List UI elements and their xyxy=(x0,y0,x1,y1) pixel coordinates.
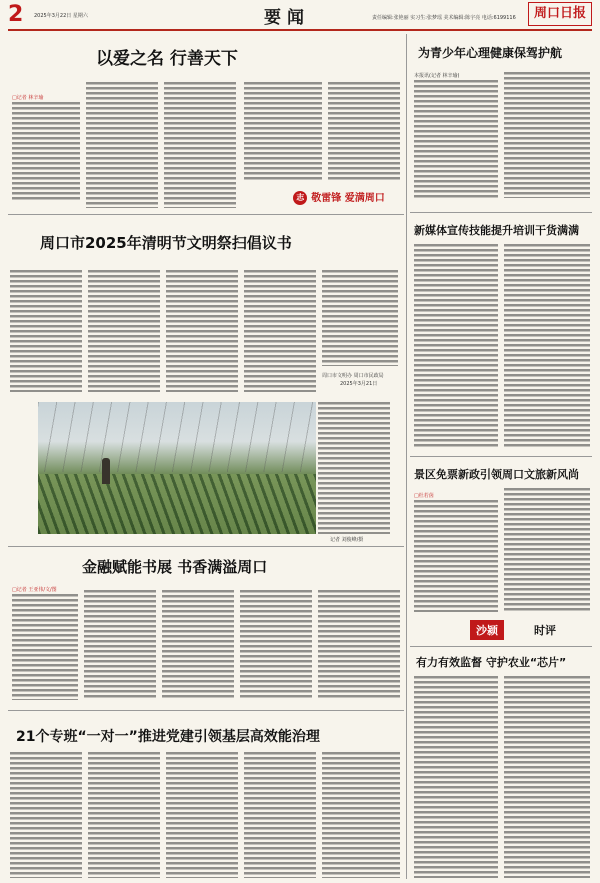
byline-youth: 本报讯(记者 林辛瑜) xyxy=(414,73,460,79)
text-love-col2 xyxy=(86,82,158,208)
text-qingming-col2 xyxy=(88,270,160,392)
text-love-col5 xyxy=(328,82,400,182)
text-love-col1 xyxy=(12,102,80,200)
text-scenic-col1 xyxy=(414,500,498,612)
byline-scenic: □杜若茵 xyxy=(414,493,434,499)
text-love-col4 xyxy=(244,82,322,182)
section-title: 要闻 xyxy=(264,8,310,28)
qingming-date: 2025年3月21日 xyxy=(340,381,378,387)
byline-books: □记者 王亚伟/文/图 xyxy=(12,587,57,593)
crop-rows xyxy=(38,474,316,534)
photo-caption xyxy=(318,402,390,534)
headline-scenic: 景区免票新政引领周口文旅新风尚 xyxy=(414,468,579,481)
qingming-signature: 周口市文明办 周口市民政局 xyxy=(322,373,384,379)
rule-media xyxy=(410,456,592,457)
text-experts-col1 xyxy=(10,752,82,878)
rule-youth xyxy=(410,212,592,213)
text-qingming-col1 xyxy=(10,270,82,392)
rule-love xyxy=(8,214,404,215)
text-media-col2 xyxy=(504,244,590,448)
text-experts-col5 xyxy=(322,752,400,878)
text-youth-col1 xyxy=(414,80,498,198)
text-media-col1 xyxy=(414,244,498,448)
byline-love: □记者 林辛瑜 xyxy=(12,95,44,101)
rule-commentary xyxy=(410,646,592,647)
newspaper-logo: 周口日报 xyxy=(528,2,592,26)
headline-media: 新媒体宣传技能提升培训干货满满 xyxy=(414,224,579,237)
rule-photo xyxy=(8,546,404,547)
text-books-col4 xyxy=(240,590,312,700)
text-books-col5 xyxy=(318,590,400,700)
text-scenic-col2 xyxy=(504,488,590,612)
text-commentary-col2 xyxy=(504,676,590,878)
masthead xyxy=(0,0,600,30)
greenhouse-frame xyxy=(38,402,316,472)
slogan-text: 敬雷锋 爱满周口 xyxy=(311,193,385,204)
text-books-col3 xyxy=(162,590,234,700)
commentary-tag: 沙颍 xyxy=(470,620,504,640)
volunteer-slogan xyxy=(246,190,432,208)
headline-experts: 21个专班“一对一”推进党建引领基层高效能治理 xyxy=(16,729,320,745)
page-number: 2 xyxy=(8,2,24,27)
farmer-figure xyxy=(102,458,110,484)
headline-qingming: 周口市2025年清明节文明祭扫倡议书 xyxy=(40,234,292,252)
volunteer-seal-icon: 志 xyxy=(293,191,307,205)
commentary-banner xyxy=(470,620,590,640)
headline-commentary: 有力有效监督 守护农业“芯片” xyxy=(416,656,567,669)
commentary-label: 时评 xyxy=(534,624,556,637)
text-experts-col3 xyxy=(166,752,238,878)
photo-credit: 记者 刘俊峰/摄 xyxy=(330,537,364,543)
text-youth-col2 xyxy=(504,72,590,198)
text-books-col1 xyxy=(12,594,78,700)
rule-books xyxy=(8,710,404,711)
text-qingming-col5 xyxy=(322,270,398,366)
text-commentary-col1 xyxy=(414,676,498,878)
text-qingming-col4 xyxy=(244,270,316,392)
text-love-col3 xyxy=(164,82,236,208)
greenhouse-photo xyxy=(38,402,316,534)
editor-credits: 责任编辑:张艳丽 实习生:张梦瑶 美术编辑:陈宇亮 电话:6199116 xyxy=(372,15,516,21)
text-books-col2 xyxy=(84,590,156,700)
masthead-rule xyxy=(8,29,592,31)
column-divider xyxy=(406,34,407,879)
issue-date: 2025年3月22日 星期六 xyxy=(34,13,88,19)
headline-youth: 为青少年心理健康保驾护航 xyxy=(418,46,563,60)
text-qingming-col3 xyxy=(166,270,238,392)
headline-love: 以爱之名 行善天下 xyxy=(96,49,238,69)
headline-books: 金融赋能书展 书香满溢周口 xyxy=(82,558,268,576)
text-experts-col4 xyxy=(244,752,316,878)
text-experts-col2 xyxy=(88,752,160,878)
